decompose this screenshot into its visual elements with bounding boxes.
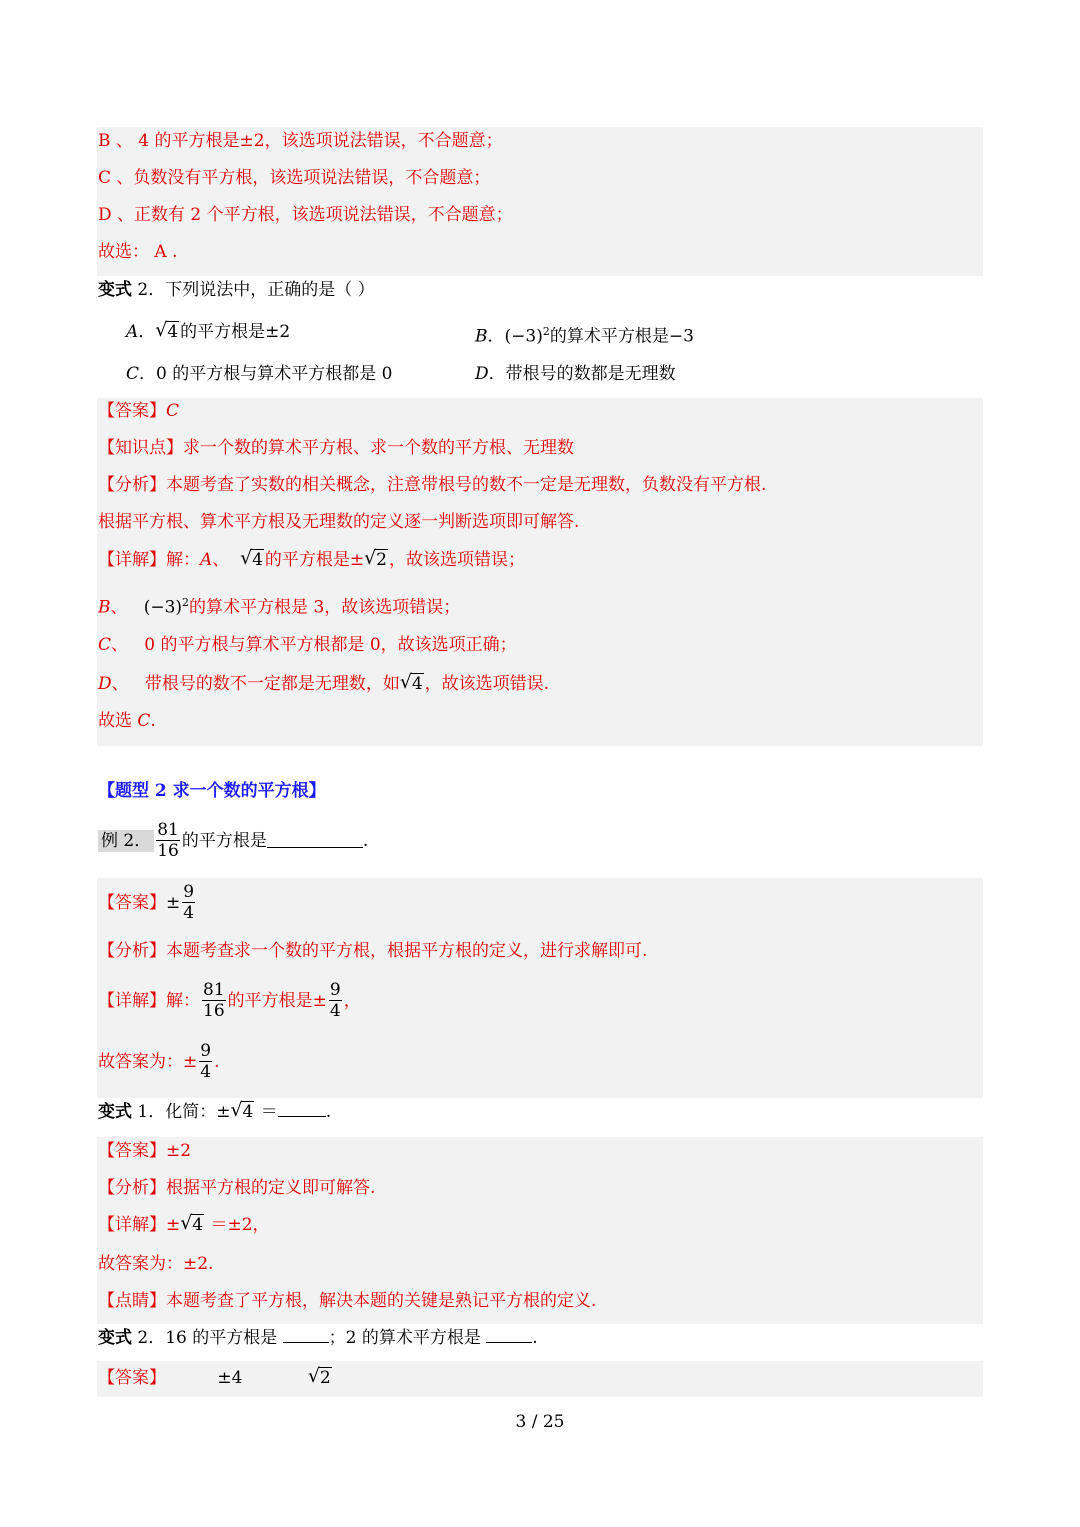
choose-line-2: 故选 C. [98, 711, 156, 731]
variant2-option-b: B．$(-3)^2$的算术平方根是−3 [475, 325, 694, 347]
answer-blank-1 [283, 1328, 329, 1343]
final-answer-ex2: 故答案为：± $\frac{9}{4}$ . [98, 1041, 220, 1082]
option-c-analysis: C 、负数没有平方根，该选项说法错误，不合题意； [98, 168, 491, 188]
example-label: 例 2． [98, 830, 154, 852]
comment-line-v1: 【点睛】本题考查了平方根，解决本题的关键是熟记平方根的定义. [98, 1291, 597, 1311]
detail-line-v1: 【详解】±√ 4 ＝±2， [98, 1214, 270, 1236]
answer-blank-2 [486, 1328, 532, 1343]
variant1-question: 变式 1．化简：±√ 4 ＝ . [98, 1101, 331, 1123]
variant2-option-c: C．0 的平方根与算术平方根都是 0 [126, 364, 393, 384]
variant2b-question: 变式 2．16 的平方根是 ；2 的算术平方根是 . [98, 1328, 538, 1348]
final-answer-v1: 故答案为：±2. [98, 1254, 214, 1274]
analysis-line-ex2: 【分析】本题考查求一个数的平方根，根据平方根的定义，进行求解即可. [98, 941, 648, 961]
choose-line: 故选： A . [98, 242, 178, 262]
answer-line-v2b: 【答案】 ±4 √ 2 [98, 1367, 333, 1389]
knowledge-point-line: 【知识点】求一个数的算术平方根、求一个数的平方根、无理数 [98, 438, 574, 458]
answer-line-ex2: 【答案】 ± $\frac{9}{4}$ [98, 882, 195, 923]
detail-line-b: B、 $(-3)^2$的算术平方根是 3，故该选项错误； [98, 596, 461, 618]
detail-line-a: 【详解】解：A、 √ 4 的平方根是±√ 2 ，故该选项错误； [98, 549, 525, 571]
answer-line-v1: 【答案】±2 [98, 1141, 192, 1161]
analysis-line: 【分析】本题考查了实数的相关概念，注意带根号的数不一定是无理数，负数没有平方根. [98, 475, 767, 495]
variant2-option-d: D．带根号的数都是无理数 [475, 364, 676, 384]
page-number: 3 / 25 [515, 1412, 565, 1432]
section-title: 【题型 2 求一个数的平方根】 [98, 781, 326, 801]
analysis-line-2: 根据平方根、算术平方根及无理数的定义逐一判断选项即可解答. [98, 512, 580, 532]
detail-line-c: C、 0 的平方根与算术平方根都是 0，故该选项正确； [98, 635, 517, 655]
detail-line-ex2: 【详解】 解： $\frac{81}{16}$ 的平方根是± $\frac{9}{4}$ ， [98, 980, 361, 1021]
variant2-option-a: A．√ 4 的平方根是±2 [126, 321, 290, 343]
option-b-analysis: B 、 4 的平方根是±2，该选项说法错误，不合题意； [98, 131, 503, 151]
analysis-line-v1: 【分析】根据平方根的定义即可解答. [98, 1178, 376, 1198]
example2-question: 例 2． $\frac{81}{16}$ 的平方根是 . [98, 820, 368, 861]
option-d-analysis: D 、正数有 2 个平方根，该选项说法错误，不合题意； [98, 205, 513, 225]
answer-line: 【答案】C [98, 401, 180, 421]
answer-blank [267, 833, 363, 848]
detail-line-d: D、 带根号的数不一定都是无理数，如√ 4 ，故该选项错误. [98, 673, 549, 695]
variant2-stem: 变式 2．下列说法中，正确的是（ ） [98, 280, 375, 300]
answer-blank [278, 1102, 326, 1117]
